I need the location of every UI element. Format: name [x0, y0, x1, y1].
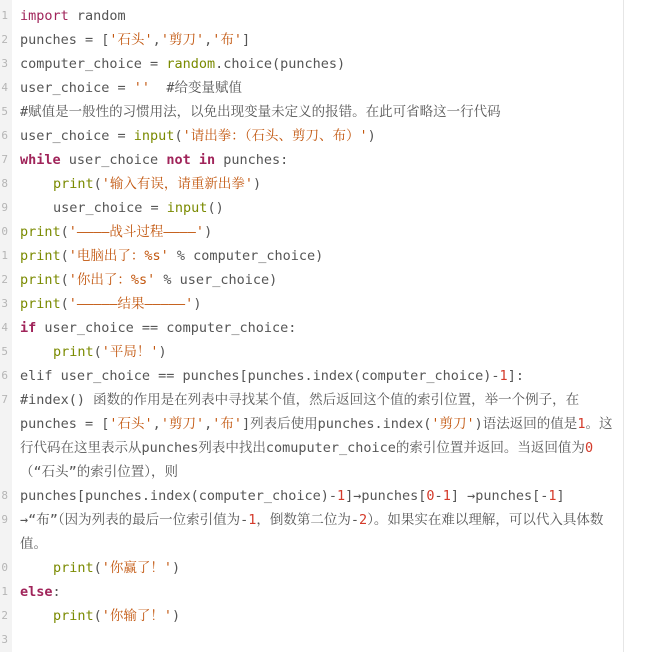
- code-line: 1 else:: [20, 580, 620, 604]
- line-number: 4: [1, 321, 8, 334]
- code-line: 1 print('电脑出了：%s' % computer_choice): [20, 244, 620, 268]
- code-line: 4 if user_choice == computer_choice:: [20, 316, 620, 340]
- line-number: 3: [1, 297, 8, 310]
- line-number: 9: [1, 513, 8, 526]
- code-line: 6 elif user_choice == punches[punches.index(computer_choice)-1]:: [20, 364, 620, 388]
- line-number: 2: [1, 273, 8, 286]
- code-line: 8 print('输入有误，请重新出拳'): [20, 172, 620, 196]
- code-line: 8 punches[punches.index(computer_choice)-1]→punches[0-1] →punches[-1]: [20, 484, 620, 508]
- code-line: 2 punches = ['石头','剪刀','布']: [20, 28, 620, 52]
- code-line: 6 user_choice = input('请出拳：（石头、剪刀、布）'): [20, 124, 620, 148]
- code-line: 2 print('你输了！'): [20, 604, 620, 628]
- line-number: 6: [1, 129, 8, 142]
- code-line: 4 user_choice = '' #给变量赋值: [20, 76, 620, 100]
- line-number: 0: [1, 561, 8, 574]
- code-line: 5 #赋值是一般性的习惯用法，以免出现变量未定义的报错。在此可省略这一行代码: [20, 100, 620, 124]
- line-number: 1: [1, 9, 8, 22]
- line-number: 8: [1, 489, 8, 502]
- line-number: 0: [1, 225, 8, 238]
- line-number: 5: [1, 105, 8, 118]
- editor-right-border: [623, 0, 624, 652]
- line-number: 7: [1, 393, 8, 406]
- code-line: 5 print('平局！'): [20, 340, 620, 364]
- line-number: 2: [1, 609, 8, 622]
- code-line: 0 print('————战斗过程————'): [20, 220, 620, 244]
- code-line: 3 print('—————结果—————'): [20, 292, 620, 316]
- line-number: 7: [1, 153, 8, 166]
- code-line: 1 import random: [20, 4, 620, 28]
- line-number: 3: [1, 57, 8, 70]
- line-number: 1: [1, 249, 8, 262]
- code-line: 9 user_choice = input(): [20, 196, 620, 220]
- code-line: 7 while user_choice not in punches:: [20, 148, 620, 172]
- line-number: 1: [1, 585, 8, 598]
- code-line: 2 print('你出了：%s' % user_choice): [20, 268, 620, 292]
- code-comment-paragraph: 9 →“布”（因为列表的最后一位索引值为-1，倒数第二位为-2）。如果实在难以理解，可以代入具体数值。: [20, 508, 620, 556]
- line-number: 3: [1, 633, 8, 646]
- code-line: 3 computer_choice = random.choice(punches): [20, 52, 620, 76]
- code-editor[interactable]: [1, 4, 620, 652]
- line-number: 8: [1, 177, 8, 190]
- line-number: 5: [1, 345, 8, 358]
- line-number: 4: [1, 81, 8, 94]
- code-line: [1, 628, 620, 652]
- line-number: 9: [1, 201, 8, 214]
- code-line: 0 print('你赢了！'): [20, 556, 620, 580]
- code-comment-paragraph: 7 #index() 函数的作用是在列表中寻找某个值，然后返回这个值的索引位置，举一个例子，在 punches = ['石头','剪刀','布']列表后使用punches.index('剪刀')语法返回的值是1。这行代码在这里表示从punches列表中找出comuputer_choice的索引位置并返回。当返回值为0（“石头”的索引位置），则: [20, 388, 620, 484]
- line-number: 2: [1, 33, 8, 46]
- line-number: 6: [1, 369, 8, 382]
